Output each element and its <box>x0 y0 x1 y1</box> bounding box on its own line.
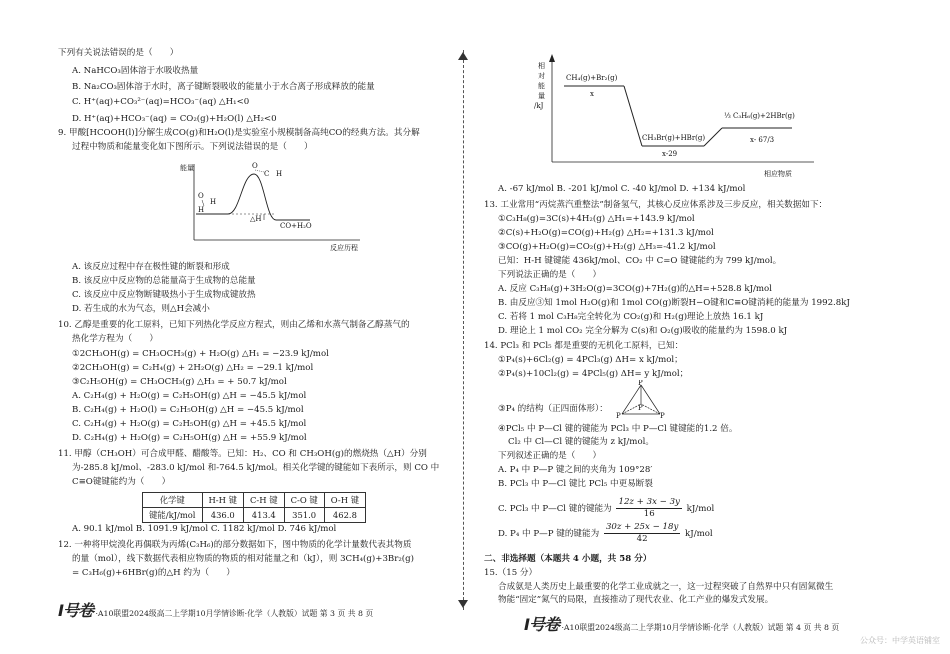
section-2-title: 二、非选择题（本题共 4 小题，共 58 分） <box>484 554 652 564</box>
q14-option-b: B. PCl₃ 中 P—Cl 键比 PCl₅ 中更易断裂 <box>498 479 653 489</box>
q12-xlabel: 相应物质 <box>764 170 792 178</box>
q9-ylabel: 能量 <box>180 164 194 172</box>
q12-level2-species: CH₃Br(g)+HBr(g) <box>642 134 706 142</box>
q14-c-unit: kJ/mol <box>686 504 715 514</box>
q10-line2: 热化学方程为（ ） <box>72 334 158 344</box>
q12-level1-species: CH₄(g)+Br₂(g) <box>566 74 618 82</box>
p-atom: P <box>638 380 643 387</box>
q8-option-a: A. NaHCO₃固体溶于水吸收热量 <box>72 66 199 76</box>
q10-eq2: ②2CH₃OH(g) = C₂H₄(g) + 2H₂O(g) △H₂ = −29.1 kJ/mol <box>72 363 314 373</box>
q14-option-c <box>498 497 714 520</box>
q14-c-numerator: 12z + 3x − 3y <box>618 497 680 507</box>
q14-d-unit: kJ/mol <box>685 529 713 539</box>
q14-option-d <box>498 522 713 545</box>
divider-arrow-down <box>458 600 468 608</box>
q13-known: 已知：H-H 键键能 436kJ/mol、CO₂ 中 C=O 键键能约为 799 kJ/mol。 <box>498 256 782 266</box>
q14-eq4: ④PCl₅ 中 P—Cl 键的键能为 PCl₃ 中 P—Cl 键键能的1.2 倍。 <box>498 424 738 434</box>
q12-level3-species: ⅓ C₃H₆(g)+2HBr(g) <box>724 112 795 120</box>
q15-title: 15.（15 分） <box>484 568 538 578</box>
q8-option-c: C. H⁺(aq)+CO₃²⁻(aq)=HCO₃⁻(aq) △H₁<0 <box>72 97 250 107</box>
table-cell: C-H 键 <box>243 493 284 508</box>
q11-bond-table <box>142 492 366 523</box>
p-atom: P <box>660 412 665 420</box>
q12-level2-value: x-29 <box>662 150 678 158</box>
q11-line3: C≡O键键能约为（ ） <box>72 477 171 487</box>
left-page <box>58 0 450 654</box>
q8-stem: 下列有关说法错误的是（ ） <box>58 48 179 58</box>
q9-option-b: B. 该反应中反应物的总能量高于生成物的总能量 <box>72 276 256 286</box>
q14-eq2: ②P₄(s)+10Cl₂(g) = 4PCl₅(g) ΔH= y kJ/mol； <box>498 369 689 379</box>
ylabel-char: 相 <box>538 62 545 70</box>
q12-energy-diagram <box>524 50 824 180</box>
divider-arrow-up <box>458 52 468 60</box>
q14-stem: 下列叙述正确的是（ ） <box>498 451 602 461</box>
q9-ts-atom-c: C <box>264 170 270 178</box>
q10-eq1: ①2CH₃OH(g) = CH₃OCH₃(g) + H₂O(g) △H₁ = −23.9 kJ/mol <box>72 349 329 359</box>
q15-line1: 合成氨是人类历史上最重要的化学工业成就之一，这一过程突破了自然界中只有固氮微生 <box>498 582 834 592</box>
q9-atom-o: O <box>198 192 204 200</box>
table-cell: H-H 键 <box>202 493 243 508</box>
table-cell: 化学键 <box>143 493 203 508</box>
q13-option-c: C. 若将 1 mol C₃H₈完全转化为 CO₂(g)和 H₂(g)理论上放热 16.1 kJ <box>498 312 764 322</box>
q14-c-fraction <box>616 497 681 520</box>
q9-energy-diagram <box>180 160 370 258</box>
ylabel-char: 对 <box>538 72 545 80</box>
table-cell: 键能/kJ/mol <box>143 508 203 523</box>
q9-option-d: D. 若生成的水为气态，则△H会减小 <box>72 304 210 314</box>
q9-xlabel: 反应历程 <box>330 244 358 252</box>
ylabel-char: 能 <box>538 82 545 90</box>
q10-eq3: ③C₂H₅OH(g) = CH₃OCH₃(g) △H₃ = + 50.7 kJ/mol <box>72 377 287 387</box>
p-atom: P <box>616 412 621 420</box>
q9-product-label: CO+H₂O <box>280 222 312 230</box>
q13-option-d: D. 理论上 1 mol CO₂ 完全分解为 C(s)和 O₂(g)吸收的能量约为 1598.0 kJ <box>498 326 788 336</box>
q10-option-b: B. C₂H₄(g) + H₂O(l) = C₂H₅OH(g) △H = −45.5 kJ/mol <box>72 405 304 415</box>
q13-eq2: ②C(s)+H₂O(g)=CO(g)+H₂(g) △H₂=+131.3 kJ/mol <box>498 228 714 238</box>
q8-option-d: D. H⁺(aq)+HCO₃⁻(aq) = CO₂(g)+H₂O(l) △H₂<0 <box>72 114 277 124</box>
q13-stem: 下列说法正确的是（ ） <box>498 270 602 280</box>
q12-ylabel <box>534 61 545 110</box>
q10-option-c: C. C₂H₄(g) + H₂O(g) = C₂H₅OH(g) △H = +45.5 kJ/mol <box>72 419 307 429</box>
right-footer <box>524 612 839 635</box>
left-footer <box>58 598 373 621</box>
q12-line3: = C₃H₆(g)+6HBr(g)的△H 约为（ ） <box>72 568 235 578</box>
table-cell: 436.0 <box>202 508 243 523</box>
q11-line2: 为-285.8 kJ/mol、-283.0 kJ/mol 和-764.5 kJ/mol。相关化学键的键能如下表所示，则 CO 中 <box>72 463 440 473</box>
q13-option-a: A. 反应 C₃H₈(g)+3H₂O(g)=3CO(g)+7H₂(g)的△H=+528.8 kJ/mol <box>498 284 772 294</box>
q14-eq1: ①P₄(s)+6Cl₂(g) = 4PCl₃(g) ΔH= x kJ/mol； <box>498 355 683 365</box>
q13-line1: 13. 工业常用“丙烷蒸汽重整法”制备氢气，其核心反应体系涉及三步反应，相关数据如下： <box>484 200 828 210</box>
right-footer-text: ·A10联盟2024级高二上学期10月学情诊断·化学（人教版）试题 第 4 页 共 8 页 <box>561 623 840 632</box>
right-page <box>484 0 884 654</box>
q9-line1: 9. 甲酸[HCOOH(l)]分解生成CO(g)和H₂O(l)是实验室小规模制备高纯CO的经典方法。其分解 <box>58 128 420 138</box>
p-atom: P <box>638 404 643 412</box>
q14-d-text: D. P₄ 中 P—P 键的键能为 <box>498 529 600 539</box>
q14-d-numerator: 30z + 25x − 18y <box>605 522 679 532</box>
q9-ts-atom-h: H <box>276 170 283 178</box>
q12-options: A. -67 kJ/mol B. -201 kJ/mol C. -40 kJ/mol D. +134 kJ/mol <box>498 184 746 194</box>
watermark: 公众号：中学英语铺室 <box>860 636 940 645</box>
q14-line1: 14. PCl₃ 和 PCl₅ 都是重要的无机化工原料，已知： <box>484 341 684 351</box>
q9-option-a: A. 该反应过程中存在极性键的断裂和形成 <box>72 262 230 272</box>
q9-atom-h1: H <box>210 198 217 206</box>
q12-level3-value: x- 67/3 <box>750 136 775 144</box>
q11-options: A. 90.1 kJ/mol B. 1091.9 kJ/mol C. 1182 kJ/mol D. 746 kJ/mol <box>72 524 337 534</box>
q9-ts-atom-o: O <box>252 162 258 170</box>
q13-option-b: B. 由反应③知 1mol H₂O(g)和 1mol CO(g)断裂H−O键和C≡O键消耗的能量为 1992.8kJ <box>498 298 850 308</box>
left-footer-text: ·A10联盟2024级高二上学期10月学情诊断·化学（人教版）试题 第 3 页 共 8 页 <box>95 609 374 618</box>
brand-logo: I号卷 <box>524 615 559 634</box>
q11-line1: 11. 甲醇（CH₃OH）可合成甲醛、醋酸等。已知：H₂、CO 和 CH₃OH(g)的燃烧热（△H）分别 <box>58 449 427 459</box>
q12-line2: 的量（mol），线下数据代表相应物质的物质的相对能量之和（kJ），则 3CH₄(g)+3Br₂(g) <box>72 554 415 564</box>
table-cell: 462.8 <box>324 508 365 523</box>
q13-eq1: ①C₃H₈(g)=3C(s)+4H₂(g) △H₁=+143.9 kJ/mol <box>498 214 695 224</box>
q12-level1-value: x <box>590 90 594 98</box>
q14-c-text: C. PCl₃ 中 P—Cl 键的键能为 <box>498 504 612 514</box>
page-divider <box>463 50 464 610</box>
q14-eq3: ③P₄ 的结构（正四面体形）： <box>498 404 608 414</box>
table-cell: 351.0 <box>284 508 324 523</box>
table-cell: C-O 键 <box>284 493 324 508</box>
table-cell: 413.4 <box>243 508 284 523</box>
q14-option-a: A. P₄ 中 P—P 键之间的夹角为 109°28′ <box>498 465 653 475</box>
q9-option-c: C. 该反应中反应物断键吸热小于生成物成键放热 <box>72 290 256 300</box>
q8-option-b: B. Na₂CO₃固体溶于水时，离子键断裂吸收的能量小于水合离子形成释放的能量 <box>72 82 375 92</box>
q10-option-a: A. C₂H₄(g) + H₂O(g) = C₂H₅OH(g) △H = −45.5 kJ/mol <box>72 391 307 401</box>
q11-table-data-row <box>143 508 366 523</box>
q14-d-fraction <box>604 522 680 545</box>
q14-c-denominator: 16 <box>643 509 655 519</box>
table-cell: O-H 键 <box>324 493 365 508</box>
q14-eq5: Cl₂ 中 Cl—Cl 键的键能为 z kJ/mol。 <box>508 437 654 447</box>
q11-table-header-row <box>143 493 366 508</box>
q9-line2: 过程中物质和能量变化如下图所示。下列说法错误的是（ ） <box>72 142 313 152</box>
q10-option-d: D. C₂H₄(g) + H₂O(g) = C₂H₅OH(g) △H = +55.9 kJ/mol <box>72 433 307 443</box>
q13-eq3: ③CO(g)+H₂O(g)=CO₂(g)+H₂(g) △H₃=-41.2 kJ/mol <box>498 242 716 252</box>
q9-dh-label: △H <box>250 215 262 223</box>
q12-line1: 12. 一种将甲烷溴化再偶联为丙烯(C₃H₆)的部分数据如下，图中物质的化学计量数代表其物质 <box>58 540 412 550</box>
brand-logo: I号卷 <box>58 601 93 620</box>
q15-line2: 物能“固定”氮气的局限，直接推动了现代农业、化工产业的爆发式发展。 <box>498 595 774 605</box>
ylabel-char: /kJ <box>534 102 544 110</box>
q9-atom-h2: H <box>198 206 205 214</box>
ylabel-char: 量 <box>538 92 545 100</box>
q10-line1: 10. 乙醇是重要的化工原料，已知下列热化学反应方程式，则由乙烯和水蒸气制备乙醇蒸气的 <box>58 320 410 330</box>
p4-tetrahedron <box>616 380 666 424</box>
q14-d-denominator: 42 <box>636 534 648 544</box>
